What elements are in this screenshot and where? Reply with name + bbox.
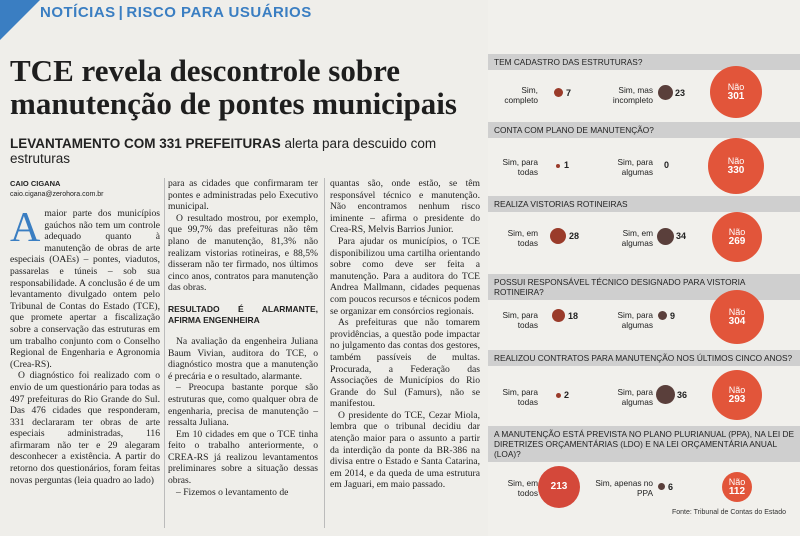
answer-label: Sim, para todas [502,157,538,177]
question-bar: CONTA COM PLANO DE MANUTENÇÃO? [488,122,800,138]
author-name: CAIO CIGANA [10,179,61,188]
paragraph: – Fizemos o levantamento de [176,486,289,498]
answer-bubble [658,85,673,100]
answer-value: 112 [728,486,746,497]
paragraph: O diagnóstico foi realizado com o envio de um questionário para todas as 497 prefeituras do Rio Grande do Sul. Das 476 cidades que responderam, 331 declararam ter obras de arte especiais administradas, 116 afirmaram não ter e 29 alegaram desconhecer a existência. A partir do retorno dos questionários, foram feitas novas perguntas (leia quadro ao lado) [10,370,160,486]
paragraph: para as cidades que confirmaram ter pontes e administradas pelo Executivo municipal. [168,178,318,213]
answer-value: 28 [569,231,580,241]
question-bar: A MANUTENÇÃO ESTÁ PREVISTA NO PLANO PLURIANUAL (PPA), NA LEI DE DIRETRIZES ORÇAMENTÁRIAS (LDO) E NA LEI ORÇAMENTÁRIA ANUAL (LOA)? [488,426,800,462]
answer-label: Sim, para algumas [617,310,653,330]
answer-label: Sim, mas incompleto [612,85,653,105]
answer-bubble [556,393,561,398]
answer-label: Sim, apenas no PPA [595,478,653,498]
question-bar: POSSUI RESPONSÁVEL TÉCNICO DESIGNADO PARA VISTORIA ROTINEIRA? [488,274,800,300]
column-divider [164,178,165,528]
crosshead: RESULTADO É ALARMANTE, AFIRMA ENGENHEIRA [168,303,318,325]
answer-bubble [657,228,674,245]
answer-value: 269 [728,236,746,247]
answer-label: Sim, para algumas [617,387,653,407]
answer-label: Não [728,385,746,395]
answer-bubble [658,311,667,320]
article-column-3 [330,178,480,491]
answer-label: Não [728,227,746,237]
byline [10,179,104,200]
paragraph: maior parte dos municípios gaúchos não tem um controle adequado quanto à manutenção de obras de arte especiais (OAEs) – pontes, viadutos, passarelas e túneis – sob sua responsabilidade. A conclusão é de um levantamento divulgado ontem pelo Tribunal de Contas do Estado (TCE), que promete apertar a fiscalização sobre a conservação das estruturas em um trabalho conjunto com o Conselho Regional de Engenharia e Agronomia (Crea-RS). [10,208,160,370]
answer-value: 301 [727,91,745,102]
answer-bubble [552,309,565,322]
answer-bubble [554,88,563,97]
section-label: NOTÍCIAS [40,4,116,21]
answer-bubble [556,164,560,168]
answer-value: 6 [668,482,674,492]
subheadline-rest: alerta para descuido com estruturas [10,136,437,166]
subheadline-bold: LEVANTAMENTO COM 331 PREFEITURAS [10,136,281,151]
paragraph: quantas são, onde estão, se têm responsável técnico e manutenção. Não encontramos nenhum risco iminente – afirma o presidente do Crea-RS, Melvis Barrios Junior. [330,178,480,236]
survey-infographic [488,0,800,536]
question-bar: REALIZA VISTORIAS ROTINEIRAS [488,196,800,212]
subsection-label: RISCO PARA USUÁRIOS [126,4,312,21]
answer-label: Sim, completo [504,85,538,105]
paragraph: – Preocupa bastante porque são estruturas que, como qualquer obra de engenharia, precisa de manutenção – ressalta Juliana. [168,382,318,429]
section-corner-mark [0,0,40,40]
answer-bubble [550,228,566,244]
answer-value: 34 [676,231,687,241]
paragraph: O resultado mostrou, por exemplo, que 99,7% das prefeituras não têm plano de manutenção, 81,3% não realizam vistorias rotineiras, e 88,5% disseram não ter firmado, nos últimos cinco anos, contratos para manutenção das obras. [168,212,318,294]
author-email: caio.cigana@zerohora.com.br [10,191,104,198]
column-divider [324,178,325,528]
answer-value: 23 [675,88,686,98]
paragraph: Em 10 cidades em que o TCE tinha feito o trabalho anteriormente, o CREA-RS já realizou levantamentos preliminares sobre a situação dessas obras. [168,428,318,487]
paragraph: Para ajudar os municípios, o TCE disponibilizou uma cartilha orientando sobre como deve ser feita a manutenção. Para a auditora do TCE Andrea Mallmann, cidades pequenas com poucos recursos e técnicos podem se organizar em consórcios regionais. [330,235,480,317]
answer-bubble-large [710,66,762,118]
answer-value: 1 [564,160,570,170]
answer-bubble [658,483,665,490]
article-column-2 [168,178,318,498]
answer-value: 213 [550,481,568,492]
paragraph: O presidente do TCE, Cezar Miola, lembra que o tribunal decidiu dar atenção maior para o assunto a partir da interdição da ponte da BR-386 na divisa entre o Estado e Santa Catarina, em 2014, e da queda de uma estrutura em Jaguari, em maio passado. [330,409,480,491]
paragraph: As prefeituras que não tomarem providências, a questão pode impactar no julgamento das contas dos gestores, também passíveis de multas. Procurada, a Federação das Associações de Municípios do Rio Grande do Sul (Famurs), não se manifestou. [330,317,480,410]
answer-label: Sim, em algumas [621,228,653,248]
answer-bubble-large [712,212,762,262]
answer-label: Não [727,82,745,92]
answer-label: Não [728,477,746,487]
answer-value: 18 [568,311,579,321]
answer-bubble-large [710,290,764,344]
answer-bubble-large [722,472,752,502]
answer-label: Sim, para todas [502,310,538,330]
answer-value: 330 [727,165,745,176]
answer-value: 7 [566,88,572,98]
section-header [40,4,312,21]
answer-value: 0 [664,160,670,170]
question-bar: REALIZOU CONTRATOS PARA MANUTENÇÃO NOS ÚLTIMOS CINCO ANOS? [488,350,800,366]
source-credit: Fonte: Tribunal de Contas do Estado [671,509,786,516]
answer-label: Não [728,307,746,317]
answer-value: 9 [670,311,676,321]
answer-value: 304 [728,316,746,327]
answer-bubble [656,385,675,404]
subheadline [10,136,480,166]
answer-bubble-large [538,466,580,508]
answer-label: Sim, para todas [502,387,538,407]
answer-label: Sim, em todas [507,228,538,248]
answer-bubble-large [708,138,764,194]
drop-cap: A [10,205,41,251]
answer-value: 2 [564,390,570,400]
paragraph: Na avaliação da engenheira Juliana Baum Vivian, auditora do TCE, o diagnóstico mostra que a manutenção é precária e o resultado, alarmante. [168,335,318,382]
article-column-1 [10,205,160,486]
headline: TCE revela descontrole sobre manutenção de pontes municipais [10,53,457,121]
answer-value: 36 [677,390,688,400]
answer-label: Não [727,156,745,166]
answer-label: Sim, em todos [507,478,538,498]
answer-bubble-large [712,370,762,420]
answer-value: 293 [728,394,746,405]
answer-label: Sim, para algumas [617,157,653,177]
question-bar: TEM CADASTRO DAS ESTRUTURAS? [488,54,800,70]
section-separator: | [118,4,124,21]
